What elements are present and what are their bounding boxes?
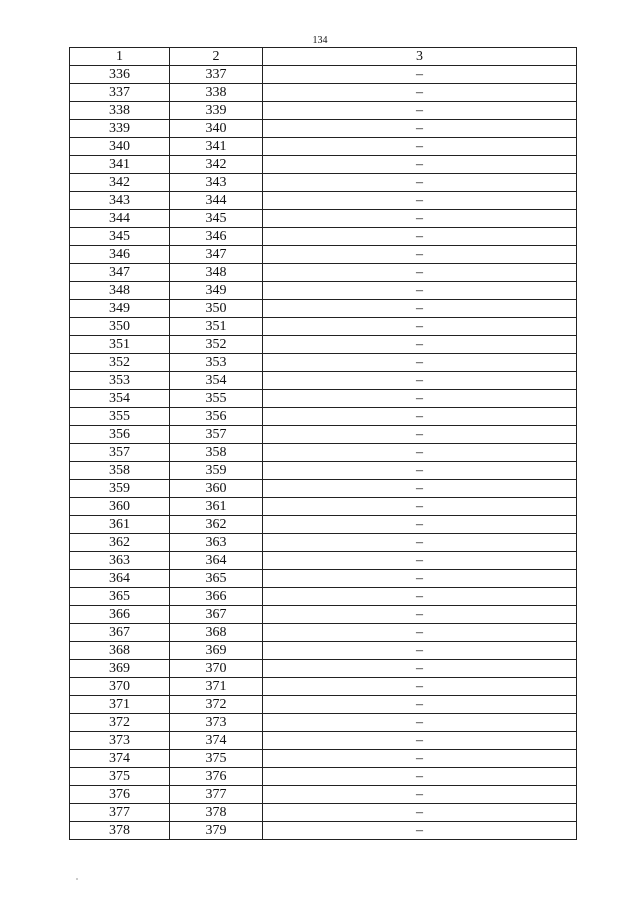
table-row — [70, 822, 577, 840]
table-cell-col-1: 356 — [70, 426, 170, 444]
table-cell-col-1: 338 — [70, 102, 170, 120]
table-cell-col-3: – — [263, 624, 577, 642]
table-cell-col-3: – — [263, 84, 577, 102]
scan-mark — [76, 878, 78, 880]
table-cell-col-1: 369 — [70, 660, 170, 678]
table-cell-col-1: 350 — [70, 318, 170, 336]
table-row — [70, 678, 577, 696]
table-cell-col-3: – — [263, 804, 577, 822]
table-cell-col-3: – — [263, 210, 577, 228]
table-cell-col-3: – — [263, 318, 577, 336]
table-cell-col-3: – — [263, 714, 577, 732]
table-cell-col-2: 353 — [170, 354, 263, 372]
table-cell-col-2: 348 — [170, 264, 263, 282]
table-row — [70, 444, 577, 462]
table-cell-col-2: 354 — [170, 372, 263, 390]
table-cell-col-3: – — [263, 408, 577, 426]
table-cell-col-2: 373 — [170, 714, 263, 732]
table-cell-col-1: 359 — [70, 480, 170, 498]
table-row — [70, 156, 577, 174]
table-cell-col-2: 375 — [170, 750, 263, 768]
table-cell-col-1: 361 — [70, 516, 170, 534]
table-cell-col-2: 366 — [170, 588, 263, 606]
table-cell-col-1: 351 — [70, 336, 170, 354]
table-cell-col-2: 344 — [170, 192, 263, 210]
table-cell-col-3: – — [263, 786, 577, 804]
table-cell-col-1: 358 — [70, 462, 170, 480]
table-cell-col-3: – — [263, 606, 577, 624]
table-cell-col-3: – — [263, 120, 577, 138]
table-cell-col-2: 367 — [170, 606, 263, 624]
table-row — [70, 768, 577, 786]
table-cell-col-1: 336 — [70, 66, 170, 84]
table-row — [70, 210, 577, 228]
table-cell-col-3: – — [263, 732, 577, 750]
table-row — [70, 264, 577, 282]
table-cell-col-3: – — [263, 822, 577, 840]
table-cell-col-2: 359 — [170, 462, 263, 480]
table-cell-col-2: 361 — [170, 498, 263, 516]
table-cell-col-2: 342 — [170, 156, 263, 174]
table-cell-col-2: 355 — [170, 390, 263, 408]
table-row — [70, 480, 577, 498]
table-cell-col-1: 378 — [70, 822, 170, 840]
table-cell-col-2: 357 — [170, 426, 263, 444]
table-row — [70, 318, 577, 336]
table-cell-col-3: – — [263, 192, 577, 210]
table-cell-col-3: – — [263, 480, 577, 498]
table-cell-col-3: – — [263, 498, 577, 516]
table-cell-col-2: 376 — [170, 768, 263, 786]
table-cell-col-1: 348 — [70, 282, 170, 300]
table-cell-col-3: – — [263, 588, 577, 606]
table-body — [70, 66, 577, 840]
table-cell-col-3: – — [263, 390, 577, 408]
table-cell-col-2: 363 — [170, 534, 263, 552]
table-row — [70, 660, 577, 678]
table-cell-col-3: – — [263, 750, 577, 768]
table-cell-col-3: – — [263, 138, 577, 156]
table-cell-col-3: – — [263, 66, 577, 84]
table-cell-col-1: 371 — [70, 696, 170, 714]
column-header-2: 2 — [170, 48, 263, 66]
table-cell-col-2: 371 — [170, 678, 263, 696]
table-cell-col-1: 353 — [70, 372, 170, 390]
table-row — [70, 642, 577, 660]
table-row — [70, 624, 577, 642]
table-cell-col-2: 345 — [170, 210, 263, 228]
table-row — [70, 246, 577, 264]
table-row — [70, 174, 577, 192]
table-row — [70, 786, 577, 804]
table-cell-col-3: – — [263, 282, 577, 300]
table-row — [70, 192, 577, 210]
table-cell-col-1: 339 — [70, 120, 170, 138]
table-cell-col-3: – — [263, 228, 577, 246]
table-cell-col-2: 339 — [170, 102, 263, 120]
table-cell-col-3: – — [263, 660, 577, 678]
table-row — [70, 354, 577, 372]
table-cell-col-2: 377 — [170, 786, 263, 804]
table-cell-col-1: 363 — [70, 552, 170, 570]
table-cell-col-1: 340 — [70, 138, 170, 156]
table-cell-col-3: – — [263, 300, 577, 318]
column-header-3: 3 — [263, 48, 577, 66]
table-cell-col-2: 374 — [170, 732, 263, 750]
table-cell-col-2: 365 — [170, 570, 263, 588]
table-cell-col-1: 346 — [70, 246, 170, 264]
table-cell-col-2: 341 — [170, 138, 263, 156]
table-cell-col-3: – — [263, 462, 577, 480]
table-cell-col-3: – — [263, 264, 577, 282]
table-cell-col-2: 337 — [170, 66, 263, 84]
table-row — [70, 426, 577, 444]
table-cell-col-1: 354 — [70, 390, 170, 408]
table-row — [70, 804, 577, 822]
table-row — [70, 732, 577, 750]
table-row — [70, 462, 577, 480]
table-cell-col-1: 345 — [70, 228, 170, 246]
table-cell-col-2: 362 — [170, 516, 263, 534]
table-cell-col-3: – — [263, 336, 577, 354]
table-cell-col-1: 377 — [70, 804, 170, 822]
table-cell-col-2: 370 — [170, 660, 263, 678]
table-cell-col-1: 366 — [70, 606, 170, 624]
table-cell-col-1: 362 — [70, 534, 170, 552]
table-cell-col-1: 341 — [70, 156, 170, 174]
table-cell-col-3: – — [263, 534, 577, 552]
table-cell-col-3: – — [263, 552, 577, 570]
table-cell-col-3: – — [263, 354, 577, 372]
data-table — [69, 47, 577, 840]
table-cell-col-1: 372 — [70, 714, 170, 732]
table-row — [70, 552, 577, 570]
table-cell-col-2: 368 — [170, 624, 263, 642]
table-cell-col-2: 369 — [170, 642, 263, 660]
table-cell-col-2: 346 — [170, 228, 263, 246]
table-cell-col-1: 344 — [70, 210, 170, 228]
table-row — [70, 102, 577, 120]
column-header-1: 1 — [70, 48, 170, 66]
table-row — [70, 516, 577, 534]
table-cell-col-1: 352 — [70, 354, 170, 372]
page-number: 134 — [312, 35, 328, 46]
table-cell-col-3: – — [263, 156, 577, 174]
table-cell-col-2: 358 — [170, 444, 263, 462]
table-cell-col-1: 360 — [70, 498, 170, 516]
table-cell-col-1: 370 — [70, 678, 170, 696]
table-row — [70, 138, 577, 156]
table-cell-col-1: 376 — [70, 786, 170, 804]
table-cell-col-3: – — [263, 246, 577, 264]
table-cell-col-2: 372 — [170, 696, 263, 714]
table-row — [70, 570, 577, 588]
table-row — [70, 336, 577, 354]
table-cell-col-1: 343 — [70, 192, 170, 210]
header-row — [70, 48, 577, 66]
table-cell-col-1: 357 — [70, 444, 170, 462]
table-row — [70, 588, 577, 606]
table-cell-col-2: 379 — [170, 822, 263, 840]
table-cell-col-2: 351 — [170, 318, 263, 336]
table-row — [70, 228, 577, 246]
table-cell-col-3: – — [263, 642, 577, 660]
table-cell-col-2: 352 — [170, 336, 263, 354]
table-header — [70, 48, 577, 66]
table-row — [70, 372, 577, 390]
table-cell-col-3: – — [263, 678, 577, 696]
table-cell-col-2: 356 — [170, 408, 263, 426]
table-cell-col-2: 378 — [170, 804, 263, 822]
table-cell-col-3: – — [263, 372, 577, 390]
table-row — [70, 66, 577, 84]
table-row — [70, 714, 577, 732]
table-row — [70, 606, 577, 624]
table-cell-col-2: 350 — [170, 300, 263, 318]
table-cell-col-1: 337 — [70, 84, 170, 102]
table-row — [70, 120, 577, 138]
table-cell-col-1: 367 — [70, 624, 170, 642]
table-cell-col-2: 347 — [170, 246, 263, 264]
table-cell-col-2: 343 — [170, 174, 263, 192]
table-cell-col-3: – — [263, 570, 577, 588]
table-cell-col-1: 368 — [70, 642, 170, 660]
table-cell-col-2: 340 — [170, 120, 263, 138]
table-cell-col-2: 360 — [170, 480, 263, 498]
table-cell-col-1: 347 — [70, 264, 170, 282]
table-cell-col-2: 364 — [170, 552, 263, 570]
table-row — [70, 282, 577, 300]
table-cell-col-1: 375 — [70, 768, 170, 786]
table-cell-col-1: 342 — [70, 174, 170, 192]
table-row — [70, 408, 577, 426]
table-cell-col-3: – — [263, 444, 577, 462]
table-row — [70, 390, 577, 408]
table-row — [70, 84, 577, 102]
table-cell-col-1: 364 — [70, 570, 170, 588]
table-row — [70, 300, 577, 318]
table-cell-col-2: 349 — [170, 282, 263, 300]
table-cell-col-1: 355 — [70, 408, 170, 426]
table-cell-col-1: 374 — [70, 750, 170, 768]
table-row — [70, 534, 577, 552]
table-cell-col-3: – — [263, 696, 577, 714]
table-cell-col-3: – — [263, 768, 577, 786]
table-cell-col-1: 373 — [70, 732, 170, 750]
table-cell-col-3: – — [263, 516, 577, 534]
table-cell-col-1: 365 — [70, 588, 170, 606]
table-cell-col-3: – — [263, 102, 577, 120]
table-cell-col-1: 349 — [70, 300, 170, 318]
table-row — [70, 696, 577, 714]
table-cell-col-2: 338 — [170, 84, 263, 102]
table-row — [70, 498, 577, 516]
table-row — [70, 750, 577, 768]
table-cell-col-3: – — [263, 174, 577, 192]
table-cell-col-3: – — [263, 426, 577, 444]
